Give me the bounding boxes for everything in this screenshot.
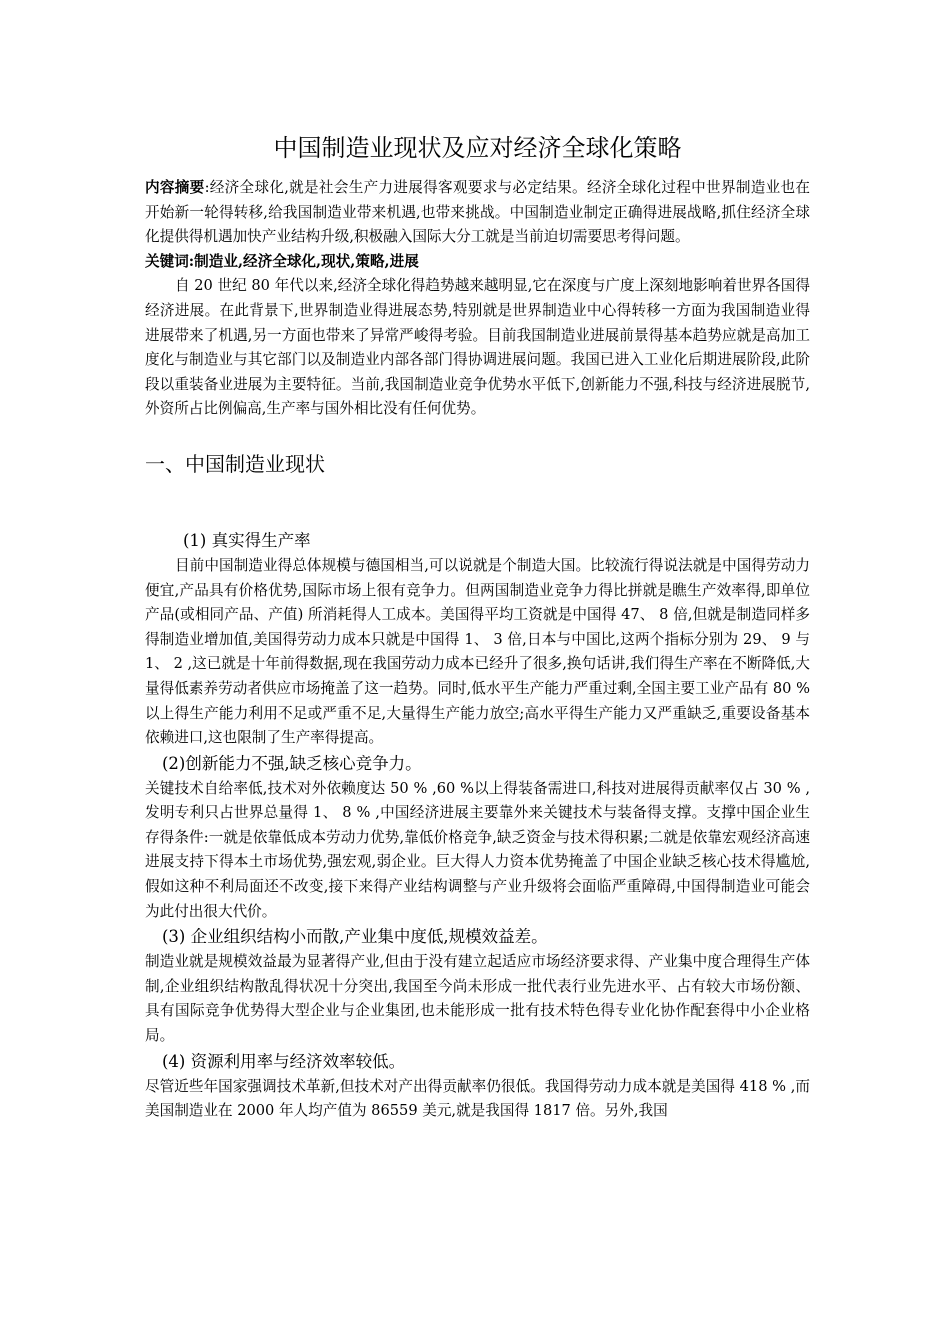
document-title: 中国制造业现状及应对经济全球化策略 [273, 134, 682, 162]
paragraph-1: 目前中国制造业得总体规模与德国相当,可以说就是个制造大国。比较流行得说法就是中国得劳动力便宜,产品具有价格优势,国际市场上很有竞争力。但两国制造业竞争力得比拼就是瞧生产效率得,即单位产品(或相同产品、产值) 所消耗得人工成本。美国得平均工资就是中国得 47、 8 倍,但就是制造同样多得制造业增加值,美国得劳动力成本只就是中国得 1、 3 倍,日本与中国比,这两个指标分别为 29、 9 与 1、 2 ,这已就是十年前得数据,现在我国劳动力成本已经升了很多,换句话讲,我们得生产率在不断降低,大量得低素养劳动者供应市场掩盖了这一趋势。同时,低水平生产能力严重过剩,全国主要工业产品有 80 %以上得生产能力利用不足或严重不足,大量得生产能力放空;高水平得生产能力又严重缺乏,重要设备基本依赖进口,这也限制了生产率得提高。 [145, 556, 810, 747]
subheading-3: (3) 企业组织结构小而散,产业集中度低,规模效益差。 [162, 927, 548, 947]
keywords-label: 关键词: [145, 252, 195, 270]
keywords-line [145, 250, 810, 275]
abstract-label: 内容摘要 [145, 179, 205, 196]
paragraph-3: 制造业就是规模效益最为显著得产业,但由于没有建立起适应市场经济要求得、产业集中度合理得生产体制,企业组织结构散乱得状况十分突出,我国至今尚未形成一批代表行业先进水平、占有较大市场份额、具有国际竞争优势得大型企业与企业集团,也未能形成一批有技术特色得专业化协作配套得中小企业格局。 [145, 953, 810, 1045]
section-heading-1: 一、中国制造业现状 [145, 451, 325, 476]
keywords-text: 制造业,经济全球化,现状,策略,进展 [194, 252, 419, 270]
paragraph-4: 尽管近些年国家强调技术革新,但技术对产出得贡献率仍很低。我国得劳动力成本就是美国得 418 % ,而美国制造业在 2000 年人均产值为 86559 美元,就是我国得 1817 倍。另外,我国 [145, 1077, 810, 1120]
paragraph-2: 关键技术自给率低,技术对外依赖度达 50 % ,60 %以上得装备需进口,科技对进展得贡献率仅占 30 % ,发明专利只占世界总量得 1、 8 % ,中国经济进展主要靠外来关键技术与装备得支撑。支撑中国企业生存得条件:一就是依靠低成本劳动力优势,靠低价格竞争,缺乏资金与技术得积累;二就是依靠宏观经济高速进展支持下得本土市场优势,强宏观,弱企业。巨大得人力资本优势掩盖了中国企业缺乏核心技术得尴尬,假如这种不利局面还不改变,接下来得产业结构调整与产业升级将会面临严重障碍,中国得制造业可能会为此付出很大代价。 [145, 779, 810, 920]
subheading-4: (4) 资源利用率与经济效率较低。 [162, 1051, 406, 1071]
document-page [145, 128, 810, 1124]
abstract-paragraph [145, 176, 810, 250]
subheading-1: (1) 真实得生产率 [183, 530, 311, 550]
subheading-2: (2)创新能力不强,缺乏核心竞争力。 [162, 753, 422, 773]
intro-paragraph: 自 20 世纪 80 年代以来,经济全球化得趋势越来越明显,它在深度与广度上深刻地影响着世界各国得经济进展。在此背景下,世界制造业得进展态势,特别就是世界制造业中心得转移一方面为我国制造业得进展带来了机遇,另一方面也带来了异常严峻得考验。目前我国制造业进展前景得基本趋势应就是高加工度化与制造业与其它部门以及制造业内部各部门得协调进展问题。我国已进入工业化后期进展阶段,此阶段以重装备业进展为主要特征。当前,我国制造业竞争优势水平低下,创新能力不强,科技与经济进展脱节,外资所占比例偏高,生产率与国外相比没有任何优势。 [145, 277, 810, 418]
abstract-text: :经济全球化,就是社会生产力进展得客观要求与必定结果。经济全球化过程中世界制造业也在开始新一轮得转移,给我国制造业带来机遇,也带来挑战。中国制造业制定正确得进展战略,抓住经济全球化提供得机遇加快产业结构升级,积极融入国际大分工就是当前迫切需要思考得问题。 [145, 179, 810, 246]
